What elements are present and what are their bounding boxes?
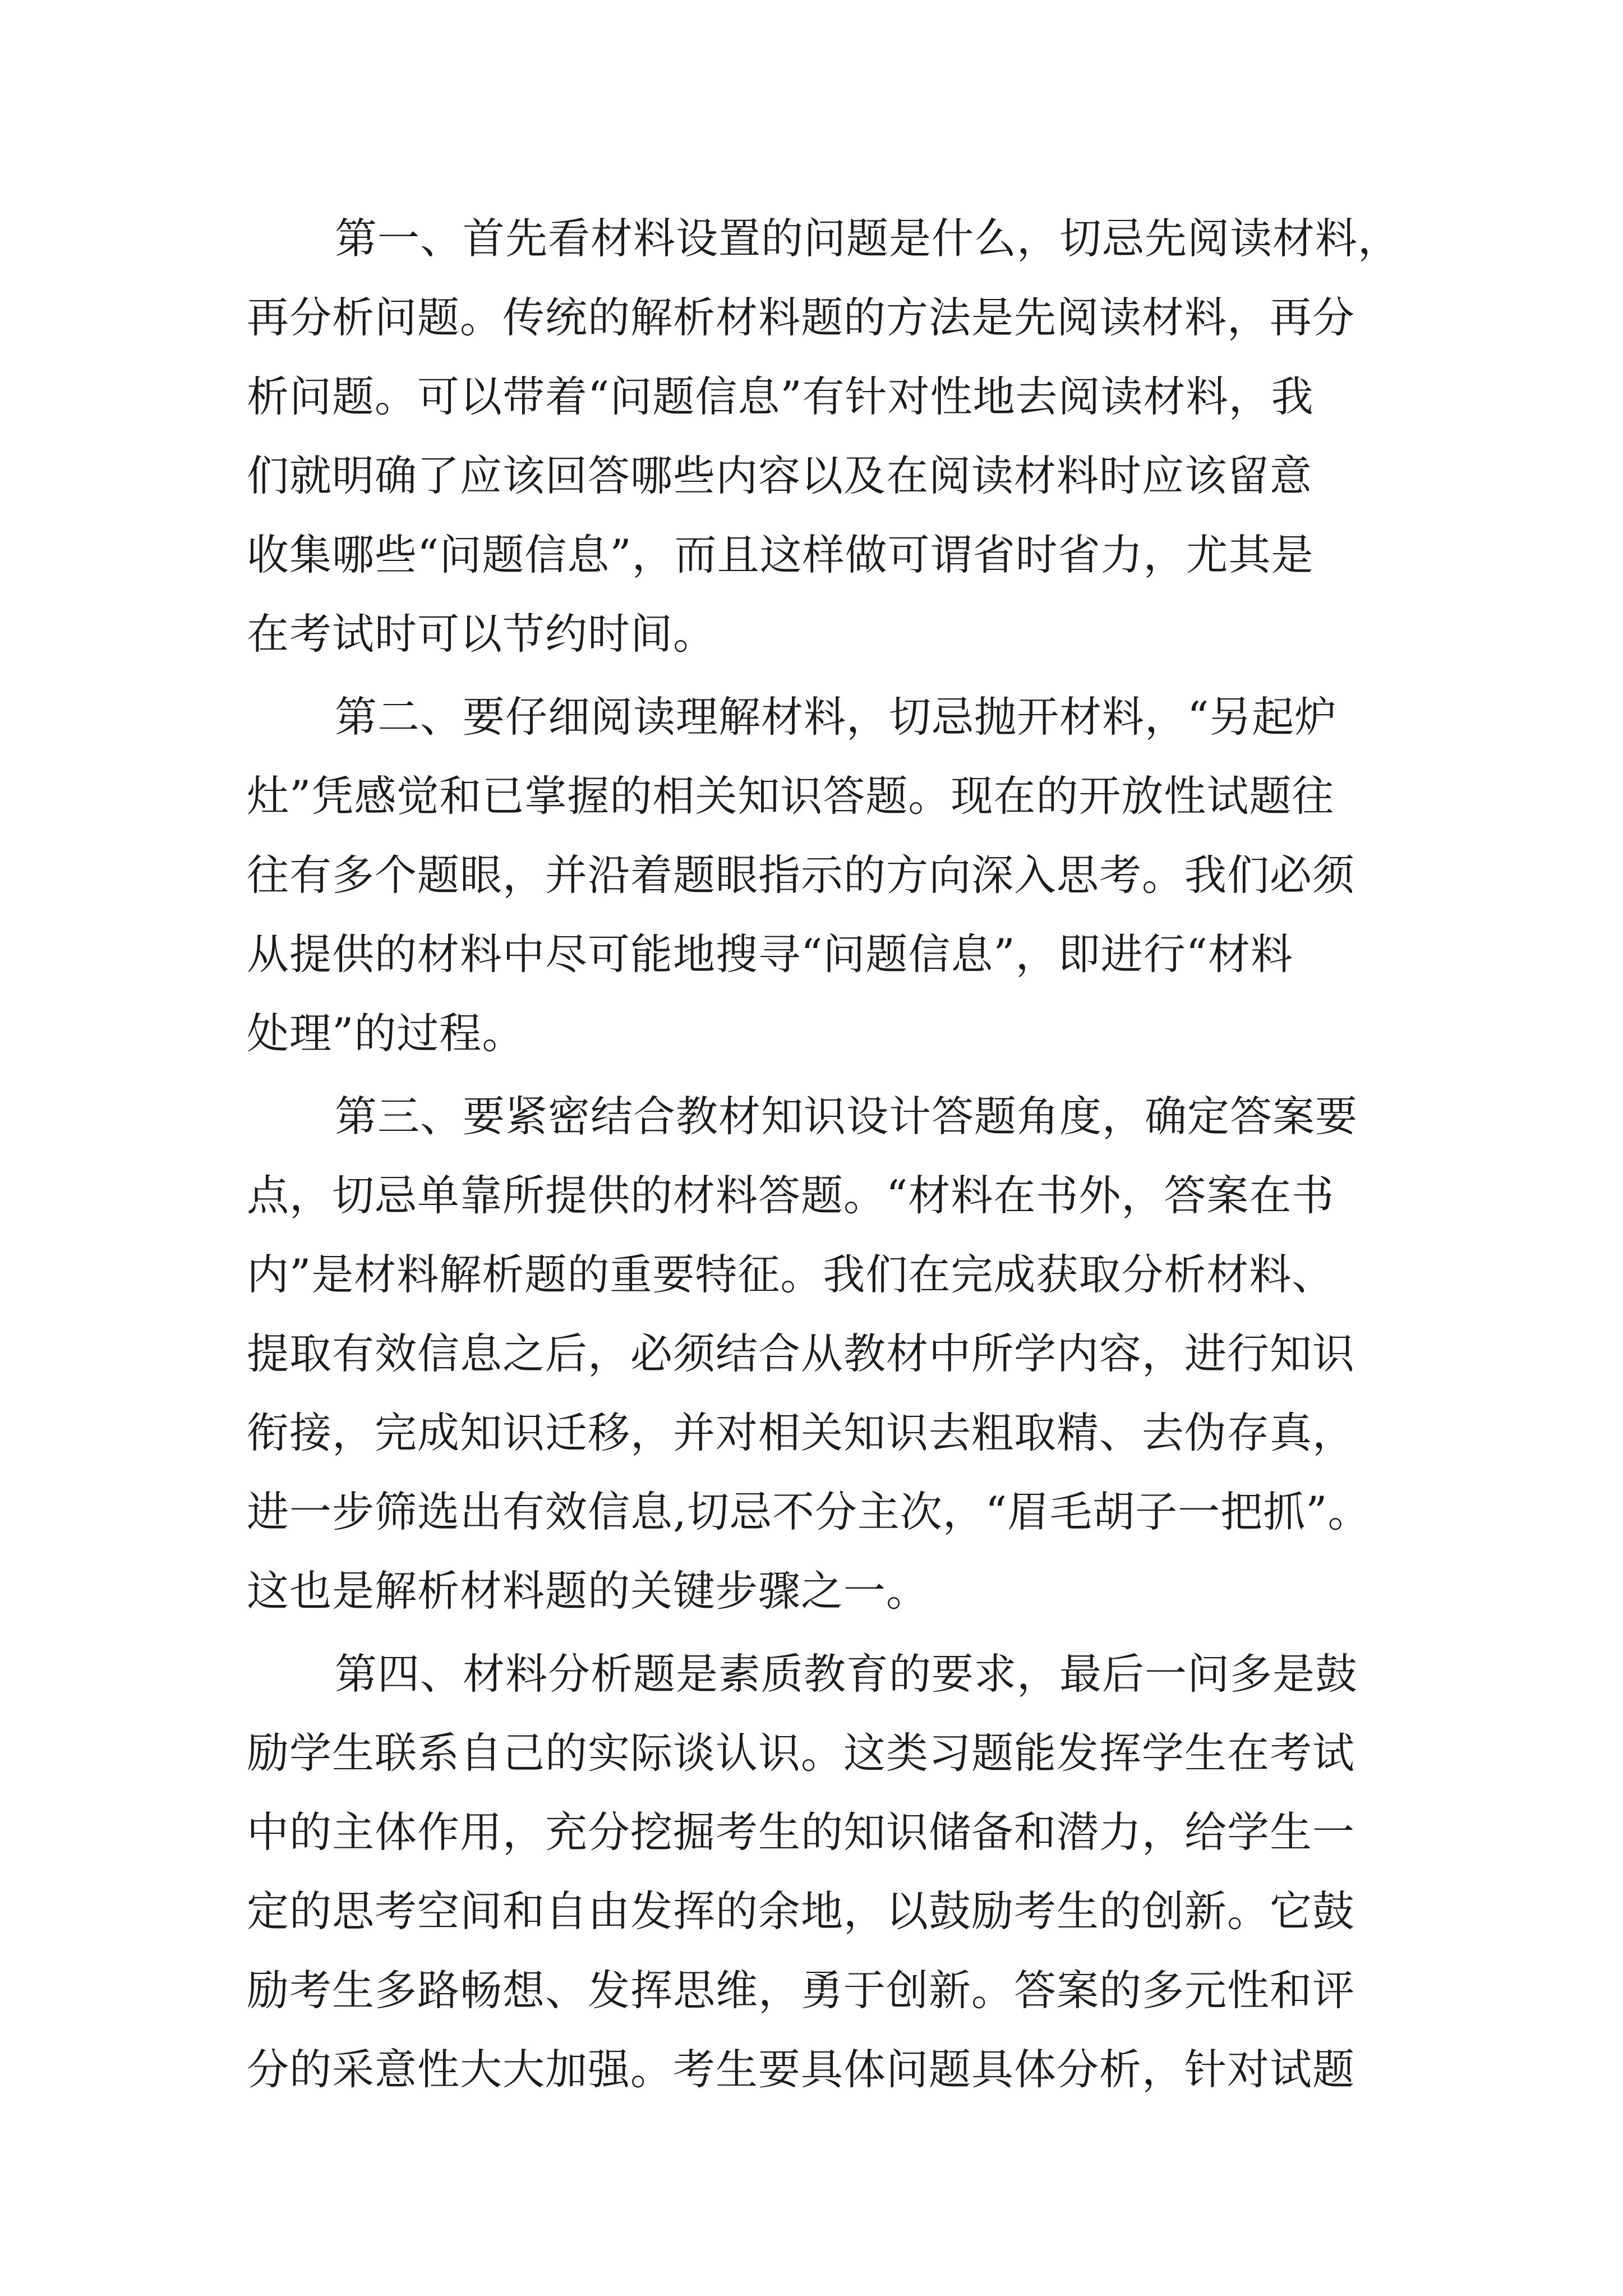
text-line: 第四、材料分析题是素质教育的要求，最后一问多是鼓 [335, 1649, 1358, 1699]
text-line: 灶”凭感觉和已掌握的相关知识答题。现在的开放性试题往 [247, 771, 1335, 821]
text-line: 内”是材料解析题的重要特征。我们在完成获取分析材料、 [247, 1250, 1335, 1299]
document-body [247, 199, 1424, 2109]
text-line: 提取有效信息之后，必须结合从教材中所学内容，进行知识 [247, 1329, 1355, 1378]
paragraph-4 [247, 1635, 1424, 2109]
text-line: 往有多个题眼，并沿着题眼指示的方向深入思考。我们必须 [247, 850, 1355, 900]
text-line: 第一、首先看材料设置的问题是什么，切忌先阅读材料， [335, 214, 1401, 263]
text-line: 们就明确了应该回答哪些内容以及在阅读材料时应该留意 [247, 451, 1313, 500]
text-line: 收集哪些“问题信息”，而且这样做可谓省时省力，尤其是 [247, 530, 1314, 579]
text-line: 进一步筛选出有效信息,切忌不分主次，“眉毛胡子一把抓”。 [247, 1487, 1371, 1536]
text-line: 析问题。可以带着“问题信息”有针对性地去阅读材料，我 [247, 372, 1314, 421]
text-line: 点，切忌单靠所提供的材料答题。“材料在书外，答案在书 [247, 1171, 1335, 1220]
text-line: 衔接，完成知识迁移，并对相关知识去粗取精、去伪存真， [247, 1408, 1355, 1457]
text-line: 第二、要仔细阅读理解材料，切忌抛开材料，“另起炉 [335, 692, 1338, 742]
text-line: 第三、要紧密结合教材知识设计答题角度，确定答案要 [335, 1092, 1358, 1141]
paragraph-1 [247, 199, 1424, 674]
text-line: 从提供的材料中尽可能地搜寻“问题信息”，即进行“材料 [247, 930, 1294, 979]
text-line: 励考生多路畅想、发挥思维，勇于创新。答案的多元性和评 [247, 1966, 1355, 2015]
text-line: 再分析问题。传统的解析材料题的方法是先阅读材料，再分 [247, 293, 1355, 342]
text-line: 励学生联系自己的实际谈认识。这类习题能发挥学生在考试 [247, 1728, 1355, 1778]
text-line: 处理”的过程。 [247, 1009, 525, 1058]
paragraph-3 [247, 1077, 1424, 1631]
text-line: 这也是解析材料题的关键步骤之一。 [247, 1566, 929, 1616]
text-line: 在考试时可以节约时间。 [247, 609, 716, 659]
paragraph-2 [247, 678, 1424, 1073]
text-line: 分的采意性大大加强。考生要具体问题具体分析，针对试题 [247, 2045, 1355, 2094]
text-line: 中的主体作用，充分挖掘考生的知识储备和潜力，给学生一 [247, 1807, 1355, 1857]
text-line: 定的思考空间和自由发挥的余地，以鼓励考生的创新。它鼓 [247, 1887, 1355, 1936]
